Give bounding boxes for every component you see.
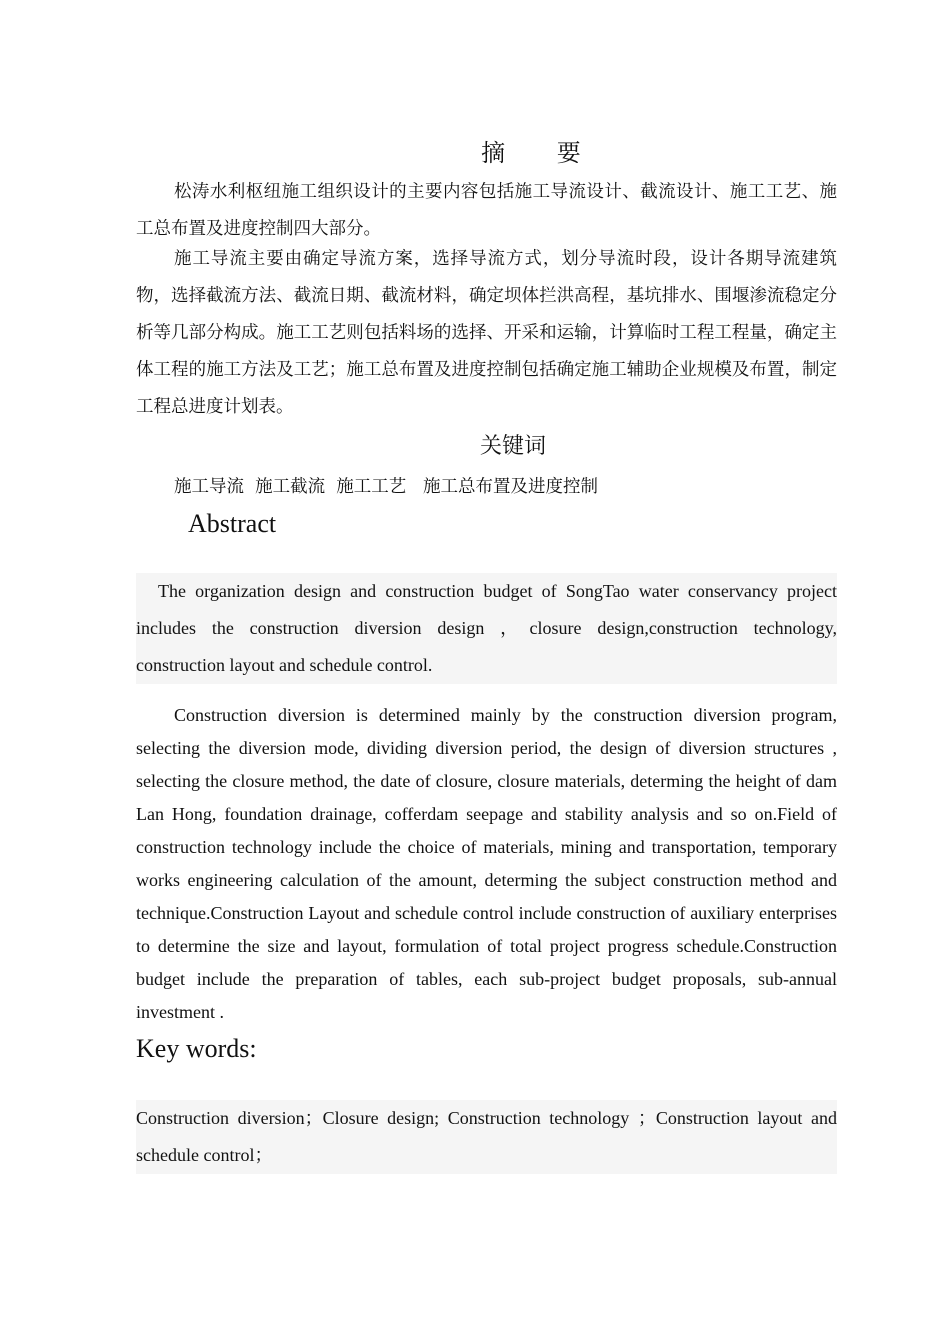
chinese-abstract-paragraph-2: 施工导流主要由确定导流方案，选择导流方式，划分导流时段，设计各期导流建筑物，选择截流方法、截流日期、截流材料，确定坝体拦洪高程，基坑排水、围堰渗流稳定分析等几部分构成。施工工艺则包括料场的选择、开采和运输，计算临时工程工程量，确定主体工程的施工方法及工艺；施工总布置及进度控制包括确定施工辅助企业规模及布置，制定工程总进度计划表。 bbox=[136, 249, 837, 417]
english-keywords: Construction diversion；Closure design; Construction technology ；Construction layout and schedule control； bbox=[136, 1108, 837, 1165]
english-abstract-title: Abstract bbox=[188, 509, 277, 538]
english-keywords-title: Key words: bbox=[136, 1034, 257, 1063]
english-abstract-paragraph-1: The organization design and construction budget of SongTao water conservancy project includes the construction diversion design ，closure design,construction technology, construction layout and schedule control. bbox=[136, 581, 837, 675]
english-keywords-block bbox=[136, 1100, 837, 1174]
english-abstract-paragraph-1-block bbox=[136, 573, 837, 684]
chinese-keywords: 施工导流 施工截流 施工工艺 施工总布置及进度控制 bbox=[174, 477, 598, 497]
chinese-keywords-title: 关键词 bbox=[479, 434, 546, 459]
chinese-abstract-paragraph-1: 松涛水利枢纽施工组织设计的主要内容包括施工导流设计、截流设计、施工工艺、施工总布置及进度控制四大部分。 bbox=[136, 182, 837, 239]
english-abstract-paragraph-2: Construction diversion is determined mainly by the construction diversion program, selecting the diversion mode, dividing diversion period, the design of diversion structures , selecting the closure method, the date of closure, closure materials, determing the height of dam Lan Hong, foundation drainage, cofferdam seepage and stability analysis and so on.Field of construction technology include the choice of materials, mining and transportation, temporary works engineering calculation of the amount, determing the subject construction method and technique.Construction Layout and schedule control include construction of auxiliary enterprises to determine the size and layout, formulation of total project progress schedule.Construction budget include the preparation of tables, each sub-project budget proposals, sub-annual investment . bbox=[136, 705, 837, 1022]
chinese-abstract-title: 摘 要 bbox=[481, 139, 603, 167]
